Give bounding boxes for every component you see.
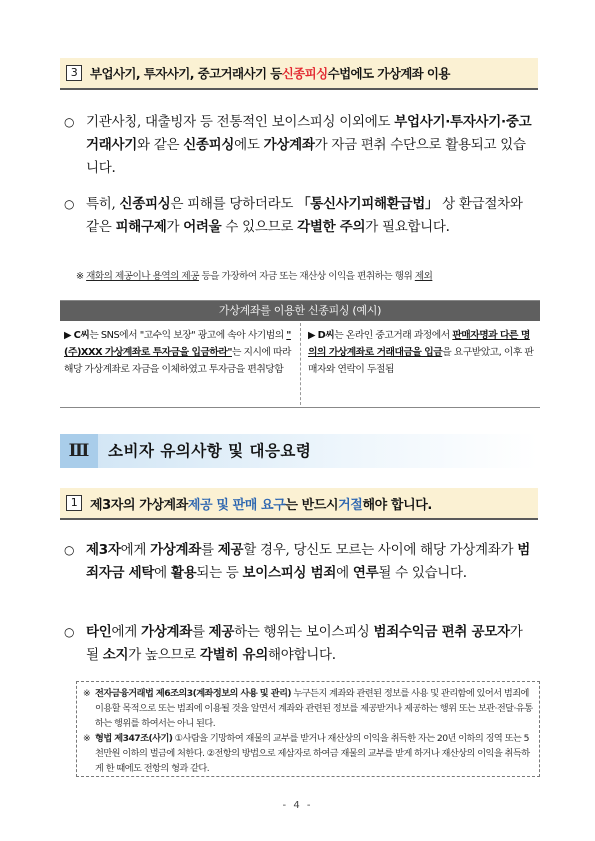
header-prefix: 부업사기, 투자사기, 중고거래사기 등 <box>90 66 282 81</box>
bullet-text: 타인에게 가상계좌를 제공하는 행위는 보이스피싱 범죄수익금 편취 공모자가 될 소지가 높으므로 각별히 유의해야합니다. <box>86 624 523 663</box>
arrow-icon: ▶ <box>308 330 316 341</box>
bullet-text: 기관사칭, 대출빙자 등 전통적인 보이스피싱 이외에도 부업사기·투자사기·중고거래사기와 같은 신종피싱에도 가상계좌가 자금 편취 수단으로 활용되고 있습니다. <box>86 114 532 176</box>
bullet-marker: ○ <box>64 197 75 211</box>
section-number: 3 <box>66 65 82 81</box>
bullet-text: 특히, 신종피싱은 피해를 당하더라도 「통신사기피해환급법」 상 환급절차와 같은 피해구제가 어려울 수 있으므로 각별한 주의가 필요합니다. <box>86 196 523 235</box>
bullet-text: 제3자에게 가상계좌를 제공할 경우, 당신도 모르는 사이에 해당 가상계좌가 범죄자금 세탁에 활용되는 등 보이스피싱 범죄에 연루될 수 있습니다. <box>86 542 531 581</box>
section-title: 소비자 유의사항 및 대응요령 <box>108 442 312 460</box>
header-highlight: 신종피싱 <box>281 66 328 81</box>
page-number: - 4 - <box>282 800 313 811</box>
header-suffix: 수법에도 가상계좌 이용 <box>327 66 450 81</box>
section-roman-numeral: Ⅲ <box>60 434 98 468</box>
bullet-marker: ○ <box>64 625 75 639</box>
bullet-marker: ○ <box>64 543 75 557</box>
example-left: ▶ C씨는 SNS에서 "고수익 보장" 광고에 속아 사기범의 "(주)XXX 가상계좌로 투자금을 입금하라"는 지시에 따라 해당 가상계좌로 자금을 이체하였고 투자금을 편취당함 <box>64 330 291 375</box>
legal-notes-box <box>76 681 540 777</box>
example-box <box>60 300 540 408</box>
legal-note-criminal-act-fraud: ※ 형법 제347조(사기) ①사람을 기망하여 재물의 교부를 받거나 재산상의 이익을 취득한 자는 20년 이하의 징역 또는 5천만원 이하의 벌금에 처한다. ②전항의 방법으로 제삼자로 하여금 재물의 교부를 받게 하거나 재산상의 이익을 취득하게 한 때에도 전항의 형과 같다. <box>83 733 530 774</box>
example-box-header: 가상계좌를 이용한 신종피싱 (예시) <box>60 301 540 321</box>
section-header-fake-job-scam <box>60 58 538 90</box>
arrow-icon: ▶ <box>64 330 72 341</box>
example-divider <box>300 323 301 405</box>
section-number: 1 <box>66 495 82 511</box>
bullet-marker: ○ <box>64 115 75 129</box>
example-right: ▶ D씨는 온라인 중고거래 과정에서 판매자명과 다른 명의의 가상계좌로 거래대금을 입금을 요구받았고, 이후 판매자와 연락이 두절됨 <box>308 330 534 375</box>
legal-note-electronic-finance-act: ※ 전자금융거래법 제6조의3(계좌정보의 사용 및 관리) 누구든지 계좌와 관련된 정보를 사용 및 관리함에 있어서 범죄에 이용할 목적으로 또는 범죄에 이용될 것을 알면서 계좌와 관련된 정보를 제공받거나 제공하는 행위 또는 보관·전달·유통하는 행위를 하여서는 아니 된다. <box>83 688 533 729</box>
section-consumer-precautions <box>60 434 538 468</box>
footnote-exclusion: ※ 재화의 제공이나 용역의 제공 등을 가장하여 자금 또는 재산상 이익을 편취하는 행위 제외 <box>76 271 433 282</box>
section-header-refuse-requests: 1 제3자의 가상계좌 제공 및 판매 요구 는 반드시 거절 해야 합니다. <box>60 488 538 520</box>
